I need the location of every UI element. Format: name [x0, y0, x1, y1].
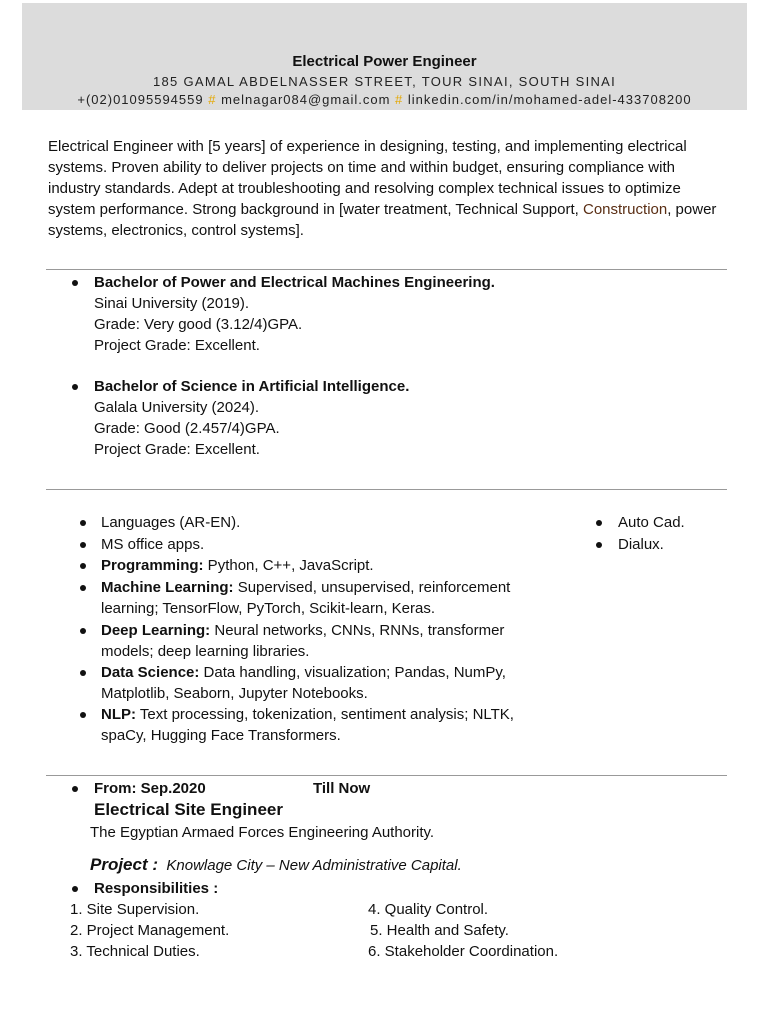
- section-divider: [46, 775, 727, 776]
- bullet: [80, 563, 86, 569]
- bullet: [80, 542, 86, 548]
- grade: Grade: Very good (3.12/4)GPA.: [94, 316, 303, 333]
- tool-item: Auto Cad.: [618, 514, 685, 531]
- bullet: [80, 520, 86, 526]
- responsibility-item: 2. Project Management.: [70, 922, 230, 939]
- school: Galala University (2024).: [94, 399, 260, 416]
- skill-item-continued: models; deep learning libraries.: [101, 643, 310, 660]
- responsibilities-label: Responsibilities :: [94, 880, 219, 897]
- degree: Bachelor of Power and Electrical Machines Engineering.: [94, 274, 495, 291]
- bullet: [596, 542, 602, 548]
- address: 185 GAMAL ABDELNASSER STREET, TOUR SINAI, SOUTH SINAI: [152, 74, 617, 89]
- bullet: [80, 585, 86, 591]
- job-title: Electrical Power Engineer: [292, 53, 477, 70]
- date-till: Till Now: [313, 780, 371, 797]
- skill-item: Programming: Python, C++, JavaScript.: [101, 557, 374, 574]
- bullet: [80, 712, 86, 718]
- skill-item: Machine Learning: Supervised, unsupervised, reinforcement: [101, 579, 511, 596]
- bullet: [80, 628, 86, 634]
- skill-item-continued: learning; TensorFlow, PyTorch, Scikit-learn, Keras.: [101, 600, 436, 617]
- bullet: [80, 670, 86, 676]
- grade: Grade: Good (2.457/4)GPA.: [94, 420, 280, 437]
- project-label: Project :: [90, 855, 159, 874]
- summary-accent: Construction: [583, 201, 668, 218]
- school: Sinai University (2019).: [94, 295, 250, 312]
- email-link[interactable]: melnagar084@gmail.com: [221, 92, 391, 107]
- bullet: [72, 786, 78, 792]
- contact-line: [22, 92, 747, 107]
- skill-item: Data Science: Data handling, visualization; Pandas, NumPy,: [101, 664, 506, 681]
- summary-text: Electrical Engineer with [5 years] of experience in designing, testing, and implementing electrical systems. Proven ability to deliver projects on time and within budget, ensuring compliance with industry standards. Adept at troubleshooting and resolving complex technical issues to optimize system performance. Strong background in [water treatment, Technical Support,: [48, 138, 687, 218]
- company: The Egyptian Armaed Forces Engineering Authority.: [90, 824, 435, 841]
- project-grade: Project Grade: Excellent.: [94, 337, 260, 354]
- responsibility-item: 3. Technical Duties.: [70, 943, 200, 960]
- bullet: [72, 280, 78, 286]
- date-from: From: Sep.2020: [94, 780, 206, 797]
- project-grade: Project Grade: Excellent.: [94, 441, 260, 458]
- tool-item: Dialux.: [618, 536, 664, 553]
- bullet: [72, 384, 78, 390]
- project-line: [90, 854, 462, 876]
- summary-text-end: , power systems, electronics, control systems].: [48, 201, 717, 239]
- skill-item-continued: spaCy, Hugging Face Transformers.: [101, 727, 341, 744]
- linkedin-link[interactable]: linkedin.com/in/mohamed-adel-433708200: [407, 92, 692, 107]
- phone: +(02)01095594559: [77, 92, 204, 107]
- responsibility-item: 5. Health and Safety.: [370, 922, 509, 939]
- bullet: [72, 886, 78, 892]
- section-divider: [46, 269, 727, 270]
- responsibility-item: 4. Quality Control.: [368, 901, 489, 918]
- skill-item: Deep Learning: Neural networks, CNNs, RNNs, transformer: [101, 622, 505, 639]
- skill-item: MS office apps.: [101, 536, 205, 553]
- degree: Bachelor of Science in Artificial Intelligence.: [94, 378, 410, 395]
- section-divider: [46, 489, 727, 490]
- skill-item: NLP: Text processing, tokenization, sentiment analysis; NLTK,: [101, 706, 514, 723]
- resume-header: [22, 3, 747, 110]
- skill-item-continued: Matplotlib, Seaborn, Jupyter Notebooks.: [101, 685, 368, 702]
- responsibility-item: 6. Stakeholder Coordination.: [368, 943, 559, 960]
- separator: #: [208, 92, 217, 107]
- professional-summary: [48, 136, 728, 241]
- separator: #: [395, 92, 404, 107]
- responsibility-item: 1. Site Supervision.: [70, 901, 200, 918]
- project-value: Knowlage City – New Administrative Capital.: [166, 857, 462, 874]
- bullet: [596, 520, 602, 526]
- skill-item: Languages (AR-EN).: [101, 514, 241, 531]
- role-title: Electrical Site Engineer: [94, 800, 283, 819]
